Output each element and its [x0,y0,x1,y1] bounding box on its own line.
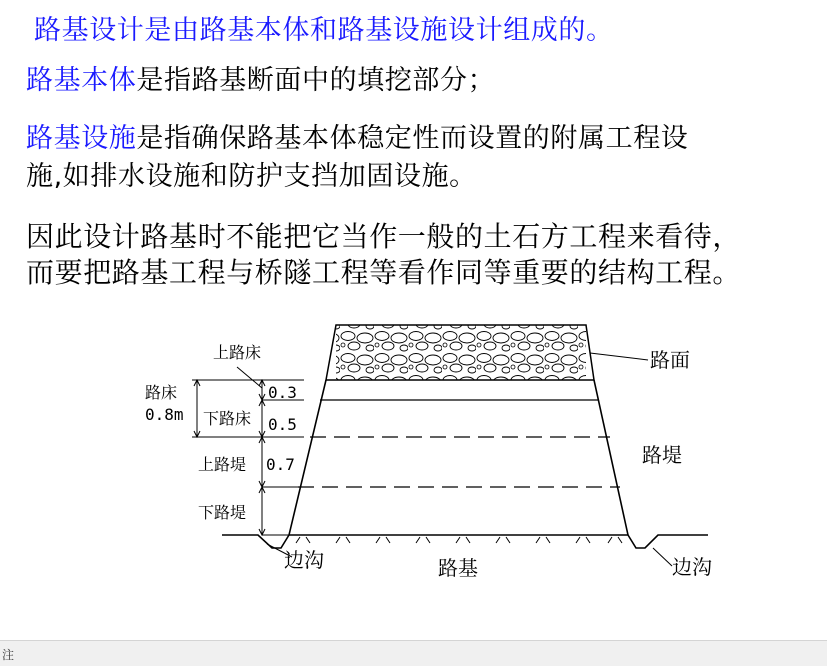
label-upper-bed: 上路床 [213,343,262,362]
slide-heading: 路基设计是由路基本体和路基设施设计组成的。 [34,15,614,46]
label-upper-embankment: 上路堤 [198,455,247,474]
term-facility: 路基设施 [26,123,137,154]
label-lower-bed: 下路床 [203,409,252,428]
definition-facility-continued: 施,如排水设施和防护支挡加固设施。 [26,161,477,192]
dimension-0-5: 0.5 [268,415,297,434]
notes-label[interactable]: 注 [2,648,15,662]
definition-body-text: 是指路基断面中的填挖部分； [136,65,496,96]
pavement-layer [320,325,598,400]
label-subgrade-bed: 路床 [145,383,178,402]
label-subgrade: 路基 [438,556,478,580]
notes-bar[interactable] [0,640,827,666]
label-bed-depth: 0.8m [145,405,184,424]
definition-facility-text: 是指确保路基本体稳定性而设置的附属工程设 [136,123,689,154]
label-ditch-right: 边沟 [672,555,712,579]
dimension-0-3: 0.3 [268,383,297,402]
conclusion-line-2: 而要把路基工程与桥隧工程等看作同等重要的结构工程。 [26,256,742,289]
label-ditch-left: 边沟 [284,548,324,572]
dimension-0-7: 0.7 [266,455,295,474]
term-body: 路基本体 [26,65,137,96]
label-lower-embankment: 下路堤 [198,503,247,522]
label-pavement: 路面 [650,348,690,372]
embankment-body [289,380,628,535]
conclusion-line-1: 因此设计路基时不能把它当作一般的土石方工程来看待， [26,220,742,253]
label-embankment: 路堤 [642,443,682,467]
ground-line [222,535,708,548]
